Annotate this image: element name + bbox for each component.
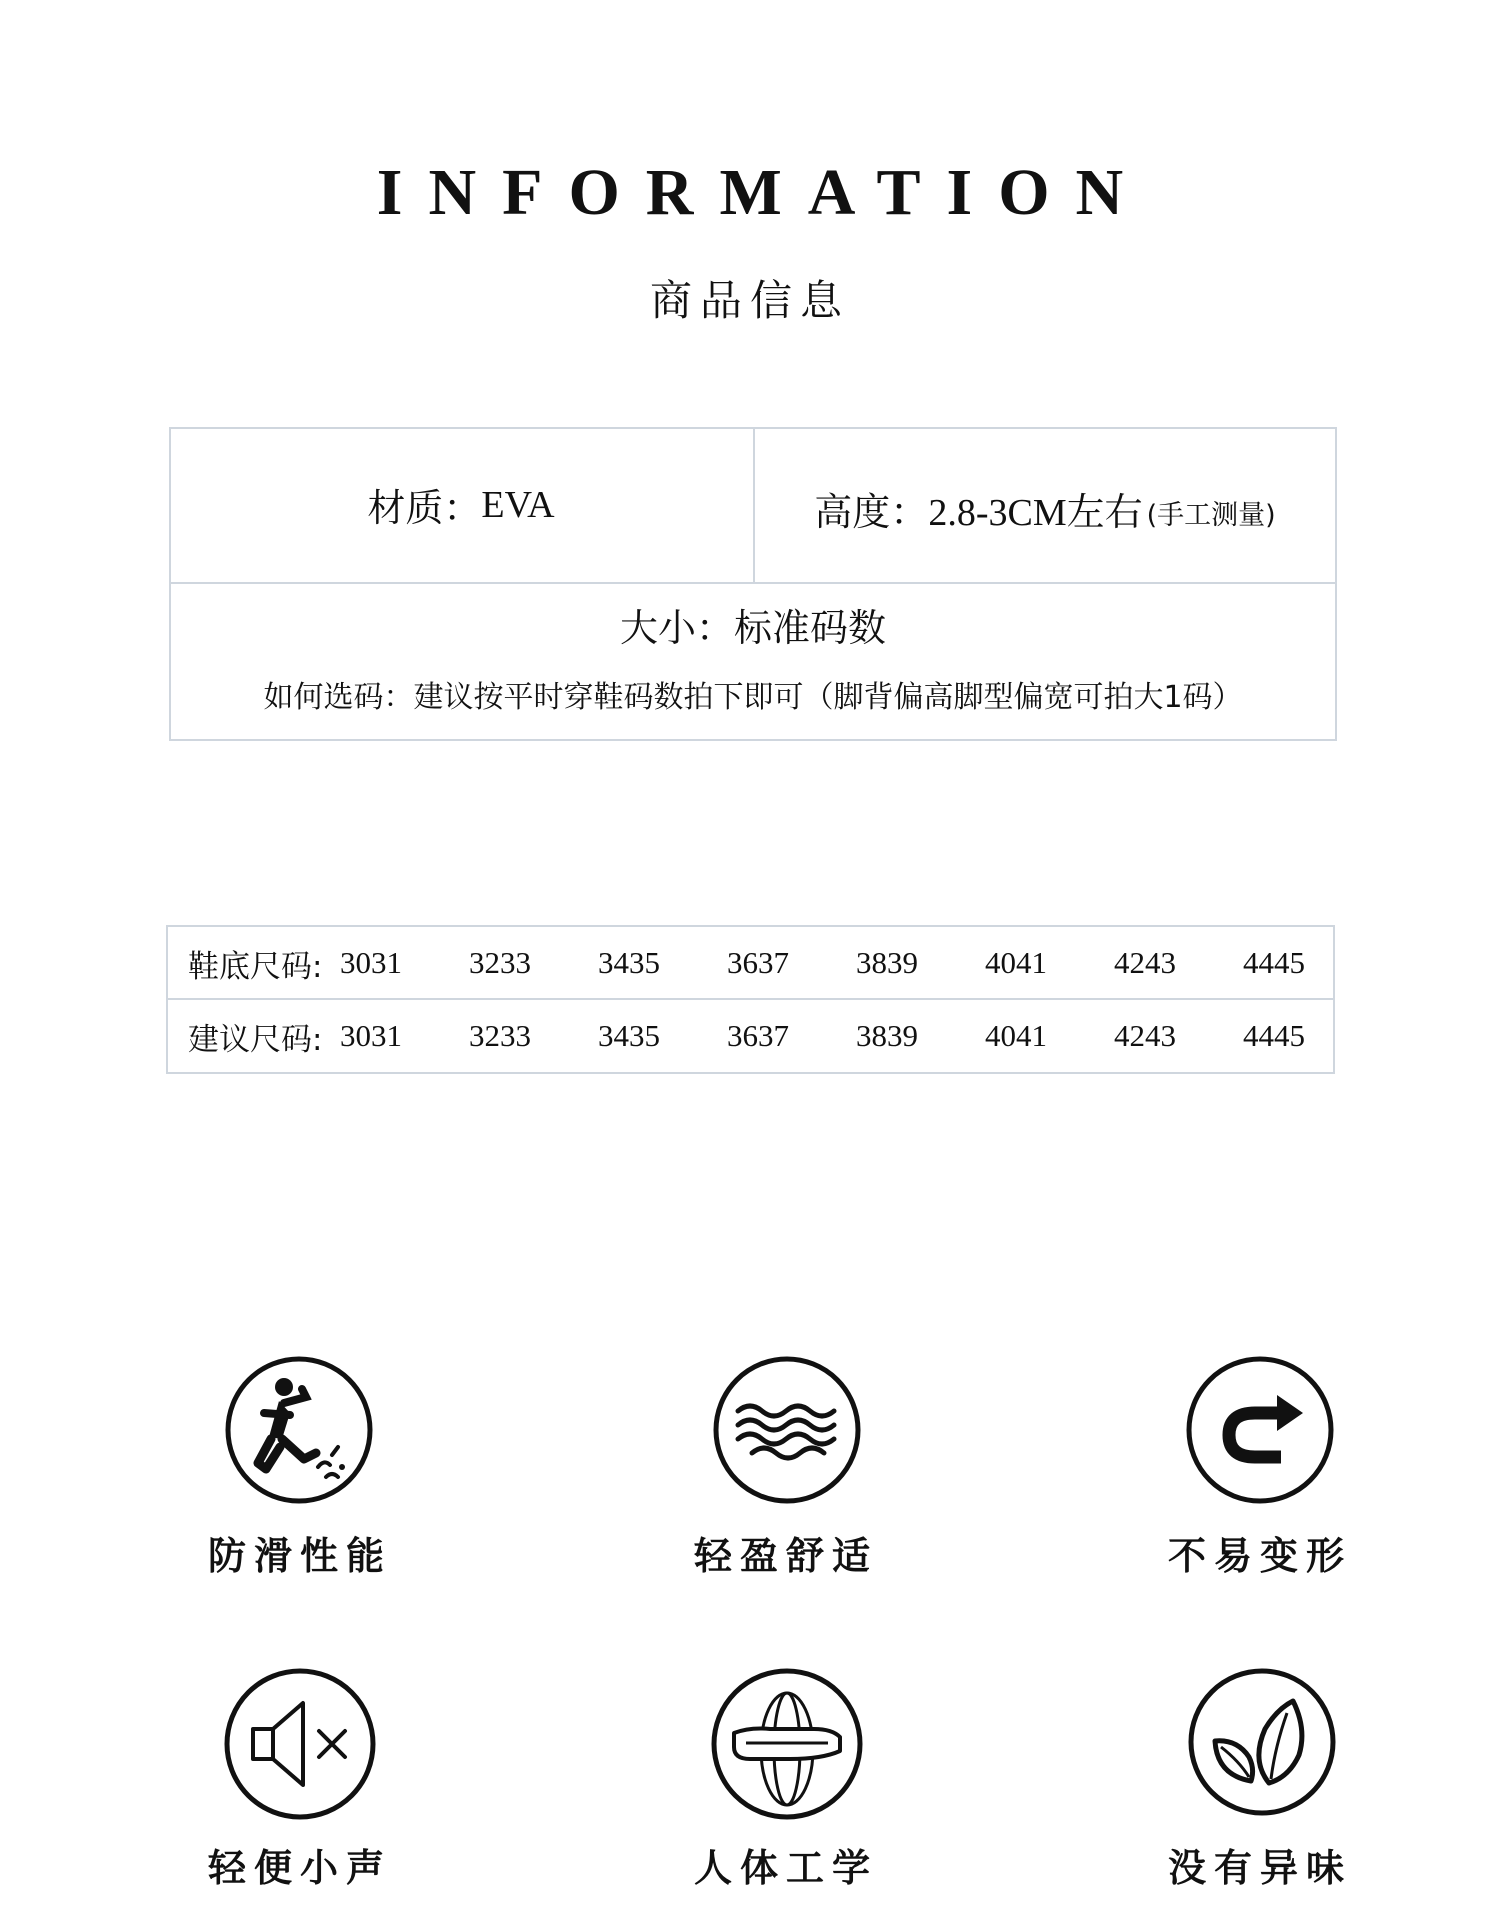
- size-value: 3233: [469, 945, 531, 980]
- size-value: 3839: [856, 945, 918, 980]
- size-value: 4243: [1114, 1018, 1176, 1053]
- feature-label: 人体工学: [693, 1846, 878, 1890]
- feature-label: 不易变形: [1167, 1534, 1352, 1578]
- height-label: 高度：: [814, 489, 929, 534]
- size-value: 4243: [1114, 945, 1176, 980]
- feature-label: 轻便小声: [207, 1846, 392, 1890]
- leaf-icon: [1110, 1667, 1410, 1827]
- size-value: 3435: [598, 945, 660, 980]
- height-value: 2.8-3CM左右: [928, 491, 1143, 534]
- feature-label: 防滑性能: [207, 1534, 392, 1578]
- material-label: 材质：: [367, 486, 482, 530]
- size-value: 3637: [727, 1018, 789, 1053]
- page-subtitle: 商品信息: [649, 276, 850, 325]
- mute-speaker-icon: [150, 1667, 450, 1827]
- wave-icon: [636, 1355, 936, 1515]
- size-value: 3031: [340, 945, 402, 980]
- size-value: 4041: [985, 945, 1047, 980]
- size-value: 4041: [985, 1018, 1047, 1053]
- row-label: 建议尺码:: [188, 1021, 323, 1058]
- return-arrow-icon: [1110, 1355, 1410, 1515]
- table-row-suggested-size: [166, 1000, 1335, 1072]
- size-value: 4445: [1243, 945, 1305, 980]
- size-value: 3637: [727, 945, 789, 980]
- feature-label: 没有异味: [1167, 1846, 1352, 1890]
- height-cell: [755, 427, 1335, 589]
- size-value: 3031: [340, 1018, 402, 1053]
- anti-slip-icon: [150, 1355, 450, 1515]
- size-value: 3839: [856, 1018, 918, 1053]
- product-info-table: [169, 427, 1337, 741]
- size-advice: 如何选码：建议按平时穿鞋码数拍下即可（脚背偏高脚型偏宽可拍大1码）: [263, 680, 1243, 715]
- size-value: 4445: [1243, 1018, 1305, 1053]
- ergonomic-icon: [636, 1667, 936, 1827]
- size-value: 标准码数: [734, 605, 887, 650]
- row-label: 鞋底尺码:: [188, 948, 323, 985]
- size-value: 3233: [469, 1018, 531, 1053]
- material-value: EVA: [481, 483, 555, 526]
- height-note: (手工测量): [1146, 499, 1276, 531]
- table-row-sole-size: [166, 927, 1335, 999]
- size-cell: [169, 584, 1337, 664]
- size-value: 3435: [598, 1018, 660, 1053]
- size-table: [166, 925, 1335, 1074]
- page-title: INFORMATION: [376, 156, 1150, 229]
- feature-label: 轻盈舒适: [693, 1534, 878, 1578]
- material-cell: [169, 427, 753, 582]
- size-label: 大小：: [619, 605, 734, 650]
- advice-cell: [169, 664, 1337, 724]
